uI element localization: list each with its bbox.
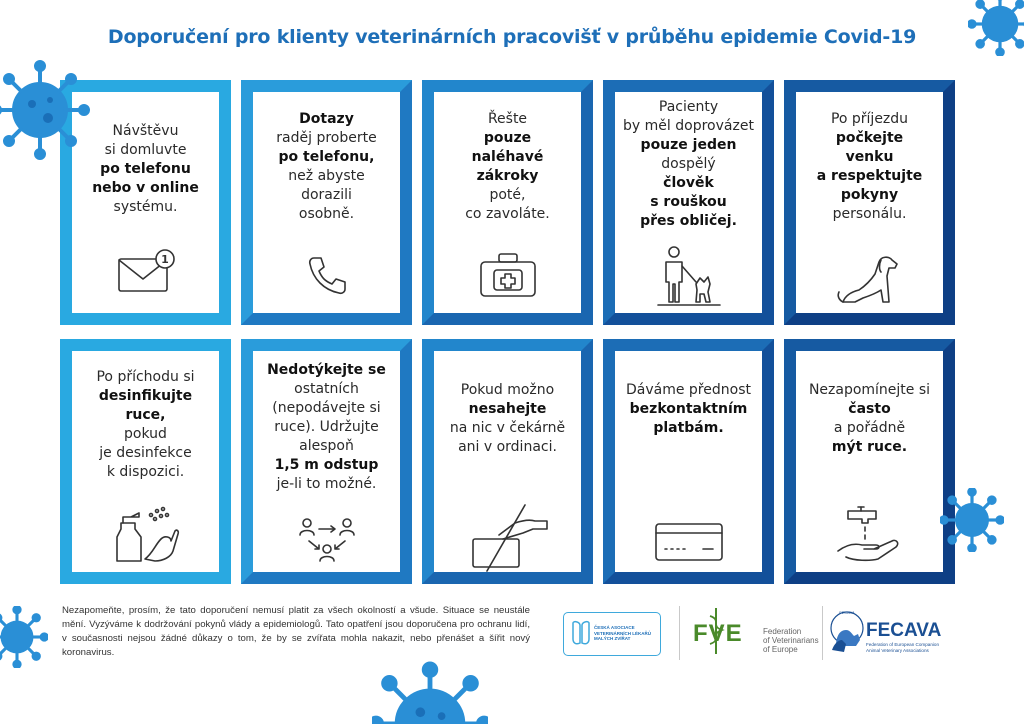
cavlmz-line-3: MALÝCH ZVÍŘAT — [594, 636, 631, 641]
card-text-line — [434, 129, 581, 148]
card-text-segment: ani v ordinaci. — [458, 439, 557, 455]
card-text-line — [253, 110, 400, 129]
card-text — [796, 381, 943, 457]
card-text-bold: platbám. — [653, 420, 724, 436]
card-text-bold: pouze — [483, 130, 532, 146]
card-text-line — [615, 98, 762, 117]
card-text — [615, 381, 762, 438]
card-text-segment: Po příchodu si — [96, 369, 195, 385]
card-text-segment: Návštěvu — [112, 123, 179, 139]
card-text-line — [434, 186, 581, 205]
card-text — [434, 110, 581, 224]
spray-disinfection-icon — [72, 501, 219, 565]
card-text-segment: co zavoláte. — [465, 206, 550, 222]
card-text-line — [615, 155, 762, 174]
card-urgent-only — [422, 80, 593, 325]
credit-card-icon — [615, 521, 762, 563]
cavlmz-logo-icon — [570, 619, 592, 649]
card-text-line — [253, 418, 400, 437]
card-text-bold: a respektujte — [816, 168, 923, 184]
virus-decoration-icon — [940, 488, 1004, 552]
card-text-line — [796, 419, 943, 438]
cavlmz-logo-text — [594, 625, 651, 642]
card-text-bold: naléhavé — [471, 149, 544, 165]
card-text-bold: přes obličej. — [640, 213, 737, 229]
card-text-line — [253, 148, 400, 167]
card-text-line — [796, 186, 943, 205]
card-text-line — [615, 174, 762, 193]
card-text-bold: člověk — [663, 175, 714, 191]
card-text-segment: Dáváme přednost — [626, 382, 751, 398]
envelope-icon — [72, 247, 219, 295]
card-text-line — [434, 148, 581, 167]
cavlmz-line-2: VETERINÁRNÍCH LÉKAŘŮ — [594, 630, 652, 636]
fve-logo-text: FVE — [693, 620, 743, 647]
card-text-line — [253, 475, 400, 494]
page-title: Doporučení pro klienty veterinárních pracovišť v průběhu epidemie Covid-19 — [107, 26, 917, 48]
card-text-segment: je-li to možné. — [276, 476, 377, 492]
card-text-segment: ruce). Udržujte — [274, 419, 379, 435]
card-text-line — [72, 179, 219, 198]
card-text — [72, 122, 219, 217]
people-distance-icon — [253, 517, 400, 567]
card-text-bold: zákroky — [476, 168, 539, 184]
card-text-bold: bezkontaktním — [629, 401, 748, 417]
card-text-line — [434, 400, 581, 419]
card-text-segment: alespoň — [299, 438, 354, 454]
card-questions-by-phone — [241, 80, 412, 325]
card-text-line — [615, 136, 762, 155]
card-text-line — [434, 110, 581, 129]
card-text-segment: Pacienty — [658, 99, 719, 115]
sitting-dog-icon — [796, 252, 943, 308]
card-text-bold: desinfikujte — [98, 388, 193, 404]
card-text-line — [434, 205, 581, 224]
card-text-line — [434, 381, 581, 400]
card-text-line — [72, 122, 219, 141]
card-text-bold: Nedotýkejte se — [267, 362, 386, 378]
card-text-line — [796, 205, 943, 224]
person-with-dog-icon — [615, 244, 762, 310]
card-text-line — [796, 438, 943, 457]
card-text-line — [253, 399, 400, 418]
card-text-line — [253, 380, 400, 399]
card-text-segment: je desinfekce — [99, 445, 192, 461]
card-text-segment: k dispozici. — [106, 464, 185, 480]
card-text-segment: než abyste — [288, 168, 365, 184]
logo-divider — [679, 606, 680, 660]
card-disinfect-hands — [60, 339, 231, 584]
virus-decoration-icon — [0, 606, 48, 668]
fecava-badge-text: FECAVA — [839, 610, 855, 615]
card-text-line — [434, 419, 581, 438]
card-text-line — [253, 129, 400, 148]
card-text-bold: Dotazy — [299, 111, 354, 127]
card-text-line — [796, 148, 943, 167]
cavlmz-logo — [563, 612, 661, 656]
card-text — [253, 361, 400, 494]
card-text — [72, 368, 219, 482]
virus-decoration-icon — [968, 0, 1024, 56]
card-text-line — [72, 160, 219, 179]
card-text-line — [615, 419, 762, 438]
card-contactless-payment — [603, 339, 774, 584]
card-text-line — [615, 400, 762, 419]
card-do-not-touch — [422, 339, 593, 584]
fecava-animals-icon — [828, 608, 866, 654]
card-text-bold: mýt ruce. — [831, 439, 908, 455]
card-text-bold: venku — [845, 149, 894, 165]
card-text — [253, 110, 400, 224]
card-text-line — [796, 167, 943, 186]
card-text-segment: (nepodávejte si — [272, 400, 381, 416]
fecava-logo-text: FECAVA — [866, 620, 942, 641]
card-text-segment: Po příjezdu — [830, 111, 909, 127]
card-text-bold: pokyny — [840, 187, 899, 203]
phone-icon — [253, 252, 400, 298]
card-text-bold: často — [848, 401, 891, 417]
fve-logo-subtitle — [763, 627, 819, 654]
envelope-badge-count: 1 — [160, 253, 169, 266]
card-text — [434, 381, 581, 457]
card-text-segment: dorazili — [301, 187, 352, 203]
card-text-segment: systému. — [113, 199, 178, 215]
card-text-segment: na nic v čekárně — [449, 420, 566, 436]
card-text-line — [615, 381, 762, 400]
card-text-line — [253, 205, 400, 224]
card-text — [615, 98, 762, 231]
card-text-line — [72, 425, 219, 444]
card-text-segment: pokud — [124, 426, 167, 442]
card-text-line — [253, 167, 400, 186]
card-text-line — [796, 110, 943, 129]
fve-sub-line-1: Federation — [763, 627, 802, 636]
card-text-bold: po telefonu, — [278, 149, 375, 165]
fecava-sub-line-2: Animal Veterinary Associations — [866, 647, 929, 653]
card-text-segment: a pořádně — [833, 420, 906, 436]
card-text-segment: Řešte — [487, 111, 528, 127]
hand-washing-icon — [796, 501, 943, 563]
card-text-line — [253, 456, 400, 475]
card-text-bold: s rouškou — [650, 194, 727, 210]
card-text-line — [72, 387, 219, 406]
card-text-line — [434, 438, 581, 457]
card-text-bold: 1,5 m odstup — [274, 457, 379, 473]
card-text-line — [434, 167, 581, 186]
virus-decoration-icon — [372, 658, 488, 724]
logo-divider — [822, 606, 823, 660]
card-text-segment: ostatních — [294, 381, 359, 397]
card-text-segment: poté, — [489, 187, 526, 203]
card-keep-distance — [241, 339, 412, 584]
fecava-sub-line-1: Federation of European Companion — [866, 642, 940, 647]
card-text-segment: personálu. — [832, 206, 907, 222]
footer-disclaimer: Nezapomeňte, prosím, že tato doporučení nemusí platit za všech okolností a všude. Situace se neustále mění. Vyzýváme k dodržování pokynů vlády a epidemiologů. Tato opatření jsou doporučena pro ochranu lidí, v současnosti nejsou žádné důkazy o tom, že by se zvířata mohla nakazit, nebo přenášet a šířit nový koronavirus. — [62, 605, 530, 658]
card-text-bold: nesahejte — [468, 401, 547, 417]
card-text-segment: dospělý — [661, 156, 716, 172]
card-text-line — [72, 141, 219, 160]
card-text — [796, 110, 943, 224]
card-text-line — [796, 129, 943, 148]
card-text-line — [796, 400, 943, 419]
cavlmz-line-1: ČESKÁ ASOCIACE — [594, 625, 635, 630]
card-text-line — [72, 444, 219, 463]
first-aid-kit-icon — [434, 250, 581, 300]
card-text-bold: počkejte — [835, 130, 904, 146]
card-text-line — [72, 198, 219, 217]
card-text-segment: by měl doprovázet — [623, 118, 754, 134]
card-text-line — [72, 463, 219, 482]
card-text-line — [615, 117, 762, 136]
card-text-segment: Pokud možno — [460, 382, 555, 398]
card-text-line — [72, 368, 219, 387]
card-wash-hands — [784, 339, 955, 584]
card-text-line — [253, 437, 400, 456]
card-text-bold: po telefonu — [100, 161, 191, 177]
fve-sub-line-2: of Veterinarians — [763, 636, 819, 645]
virus-decoration-icon — [0, 60, 90, 160]
no-touch-icon — [434, 501, 581, 573]
card-text-bold: pouze jeden — [640, 137, 737, 153]
card-text-line — [615, 193, 762, 212]
card-text-line — [796, 381, 943, 400]
card-text-segment: Nezapomínejte si — [808, 382, 931, 398]
card-text-line — [253, 186, 400, 205]
card-text-segment: raděj proberte — [276, 130, 377, 146]
fecava-logo-subtitle — [866, 642, 939, 653]
card-text-segment: si domluvte — [104, 142, 187, 158]
card-one-adult-escort — [603, 80, 774, 325]
card-text-line — [615, 212, 762, 231]
card-text-bold: nebo v online — [92, 180, 199, 196]
card-wait-outside — [784, 80, 955, 325]
card-text-segment: osobně. — [298, 206, 355, 222]
card-text-bold: ruce, — [125, 407, 166, 423]
card-text-line — [253, 361, 400, 380]
fve-sub-line-3: of Europe — [763, 645, 798, 654]
card-text-line — [72, 406, 219, 425]
